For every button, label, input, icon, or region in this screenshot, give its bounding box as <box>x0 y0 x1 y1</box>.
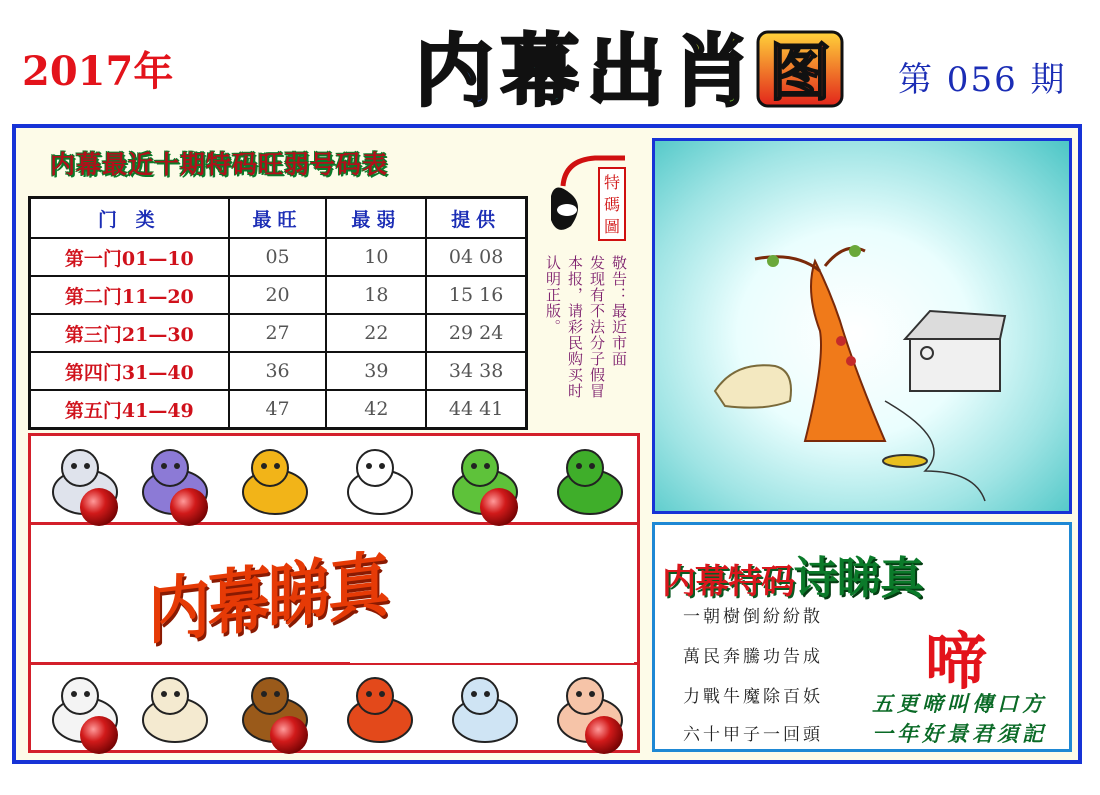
red-ball-marker <box>80 716 118 754</box>
provide-cell: 15 16 <box>426 276 526 314</box>
leaf <box>767 255 779 267</box>
poem-title-small: 内幕特码 <box>662 562 794 602</box>
rooster-icon <box>335 668 425 748</box>
tiger-icon <box>230 440 320 520</box>
notice-line: 本报，请彩民购买时 <box>566 255 584 399</box>
logo-char: 图 <box>768 36 832 109</box>
red-ball-marker <box>170 488 208 526</box>
notice-line: 认明正版。 <box>544 255 562 335</box>
middle-blank-box <box>350 522 634 663</box>
issue-number: 第 056 期 <box>898 60 1067 100</box>
table-row <box>30 238 527 276</box>
notice-line: 敬告：最近市面 <box>610 255 628 367</box>
door-cell: 第一门01—10 <box>30 238 229 276</box>
dog-icon <box>440 668 530 748</box>
cold-cell: 10 <box>326 238 426 276</box>
logo-char: 幕 <box>500 28 580 110</box>
hot-cell: 47 <box>229 390 327 429</box>
berry <box>836 336 846 346</box>
notice-block <box>544 255 631 415</box>
poem-title <box>662 542 923 606</box>
leaf <box>849 245 861 257</box>
table-row <box>30 390 527 429</box>
table-header-row <box>30 198 527 239</box>
provide-cell: 44 41 <box>426 390 526 429</box>
hot-cell: 05 <box>229 238 327 276</box>
newspaper-logo <box>410 28 846 110</box>
table-title: 内幕最近十期特码旺弱号码表 <box>50 150 389 179</box>
provide-cell: 34 38 <box>426 352 526 390</box>
provide-cell: 29 24 <box>426 314 526 352</box>
tree-trunk <box>805 261 885 441</box>
red-ball-marker <box>585 716 623 754</box>
logo-char: 内 <box>414 28 494 110</box>
ox-sketch <box>715 365 791 407</box>
house-roof <box>905 311 1005 339</box>
hot-cell: 20 <box>229 276 327 314</box>
poem-line: 一朝樹倒紛紛散 <box>683 607 823 627</box>
poem-green-line: 五更啼叫傳口方 <box>872 691 1047 716</box>
poem-green-line: 一年好景君須記 <box>872 721 1047 746</box>
cold-cell: 39 <box>326 352 426 390</box>
hot-cold-table <box>28 196 528 430</box>
table-row <box>30 352 527 390</box>
stamp-char-1: 特 <box>603 173 621 192</box>
hot-cell: 27 <box>229 314 327 352</box>
gold-coin <box>883 455 927 467</box>
snake-icon <box>545 440 635 520</box>
door-cell: 第四门31—40 <box>30 352 229 390</box>
year-label: 2017年 <box>22 48 174 95</box>
cold-cell: 22 <box>326 314 426 352</box>
header-cell: 最弱 <box>326 198 426 239</box>
hot-cell: 36 <box>229 352 327 390</box>
illustration-art <box>655 141 1069 511</box>
berry <box>846 356 856 366</box>
red-ball-marker <box>480 488 518 526</box>
door-cell: 第二门11—20 <box>30 276 229 314</box>
cold-cell: 18 <box>326 276 426 314</box>
notice-line: 发现有不法分子假冒 <box>588 255 606 399</box>
red-ball-marker <box>80 488 118 526</box>
goat-icon <box>130 668 220 748</box>
red-ball-marker <box>270 716 308 754</box>
header-cell: 最旺 <box>229 198 327 239</box>
header-cell: 提供 <box>426 198 526 239</box>
logo-char: 肖 <box>672 28 752 110</box>
cold-cell: 42 <box>326 390 426 429</box>
stamp-char-3: 圖 <box>603 217 621 236</box>
house-wall <box>910 336 1000 391</box>
door-cell: 第三门21—30 <box>30 314 229 352</box>
table-row <box>30 276 527 314</box>
header-cell: 门 类 <box>30 198 229 239</box>
middle-title: 内幕睇真 <box>148 541 389 655</box>
rabbit-icon <box>335 440 425 520</box>
poem-line: 萬民奔騰功告成 <box>683 647 823 667</box>
provide-cell: 04 08 <box>426 238 526 276</box>
path-line <box>885 401 985 501</box>
poem-hint-char: 啼 <box>925 625 988 698</box>
poem-title-big: 诗睇真 <box>794 553 923 604</box>
stamp-char-2: 碼 <box>603 195 621 214</box>
poem-line: 六十甲子一回頭 <box>683 725 823 745</box>
table-row <box>30 314 527 352</box>
riddle-illustration <box>652 138 1072 514</box>
door-cell: 第五门41—49 <box>30 390 229 429</box>
stamp-icon <box>545 150 630 242</box>
poem-line: 力戰牛魔除百妖 <box>683 687 823 707</box>
logo-char: 出 <box>586 28 666 110</box>
